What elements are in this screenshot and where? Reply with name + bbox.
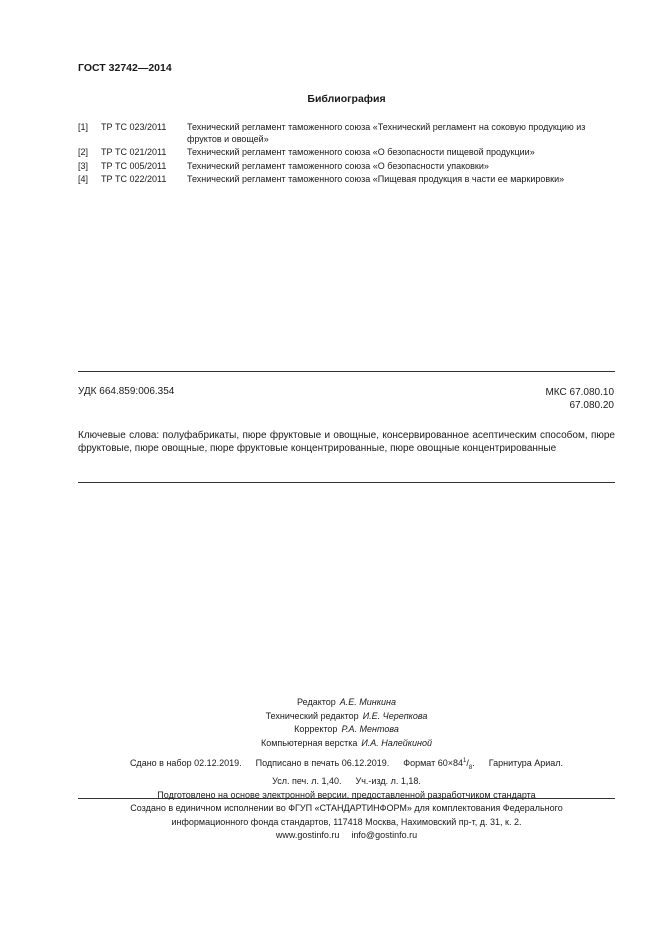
udc-code: УДК 664.859:006.354 [78, 386, 175, 397]
bibliography-title: Библиография [307, 93, 386, 105]
entry-text: Технический регламент таможенного союза «О безопасности пищевой продукции» [187, 147, 535, 157]
bibliography-list [78, 122, 618, 188]
email-link[interactable]: info@gostinfo.ru [351, 830, 418, 840]
credit-name: И.А. Налейкиной [361, 737, 433, 748]
entry-number: [2] [78, 147, 89, 157]
print-sheets: Усл. печ. л. 1,40. [272, 776, 342, 787]
footer [78, 802, 615, 843]
entry-text: Технический регламент таможенного союза «О безопасности упаковки» [187, 160, 489, 171]
credit-label: Компьютерная верстка [260, 737, 358, 748]
set-date: Сдано в набор 02.12.2019. [129, 758, 242, 768]
keywords: Ключевые слова: полуфабрикаты, пюре фруктовые и овощные, консервированное асептическим способом, пюре фруктовые, пюре овощные, пюре фруктовые концентрированные, пюре овощные концентрированные [78, 430, 615, 454]
entry-number: [3] [78, 160, 89, 171]
prepared-note: Подготовлено на основе электронной версии, предоставленной разработчиком стандарта [157, 789, 536, 800]
credit-tech-editor [78, 710, 615, 724]
divider-keywords [78, 482, 615, 483]
entry-code: ТР ТС 023/2011 [101, 122, 167, 132]
publishing-info [78, 755, 615, 802]
bibliography-entry [78, 174, 618, 186]
bibliography-entry [78, 161, 618, 173]
entry-number: [4] [78, 174, 89, 184]
credit-name: Р.А. Ментова [341, 724, 399, 734]
mks-codes [545, 386, 614, 412]
divider-top [78, 371, 615, 372]
publisher-sheets: Уч.-изд. л. 1,18. [355, 776, 421, 787]
entry-text: Технический регламент таможенного союза «Технический регламент на соковую продукцию из фруктов и овощей» [187, 122, 586, 144]
print-date: Подписано в печать 06.12.2019. [255, 758, 390, 768]
bibliography-entry [78, 147, 618, 159]
paper-format: Формат $60\times 84^1/_8$. [403, 758, 475, 771]
credit-layout [78, 737, 615, 751]
credit-editor [78, 696, 615, 710]
entry-text: Технический регламент таможенного союза «Пищевая продукция в части ее маркировки» [187, 174, 565, 184]
bibliography-entry [78, 122, 618, 145]
entry-code: ТР ТС 021/2011 [101, 147, 167, 157]
entry-code: ТР ТС 005/2011 [101, 160, 167, 171]
credit-label: Корректор [294, 724, 338, 734]
footer-contacts [78, 829, 615, 843]
credit-name: И.Е. Черепкова [362, 710, 428, 721]
footer-line-2: информационного фонда стандартов, 117418 Москва, Нахимовский пр-т, д. 31, к. 2. [171, 816, 522, 827]
entry-number: [1] [78, 122, 89, 132]
document-code: ГОСТ 32742—2014 [78, 62, 172, 74]
credit-proofreader [78, 723, 615, 737]
entry-code: ТР ТС 022/2011 [101, 174, 167, 184]
credit-name: А.Е. Минкина [339, 697, 396, 707]
publishing-line-2 [78, 775, 615, 789]
credit-label: Технический редактор [265, 710, 359, 721]
website-link[interactable]: www.gostinfo.ru [275, 830, 340, 840]
mks-line-1: МКС 67.080.10 [545, 387, 614, 398]
publishing-line-1 [78, 755, 615, 775]
divider-footer [78, 798, 615, 799]
mks-line-2: 67.080.20 [569, 400, 614, 411]
footer-line-1: Создано в единичном исполнении во ФГУП «СТАНДАРТИНФОРМ» для комплектования Федерального [130, 803, 563, 813]
credit-label: Редактор [297, 697, 336, 707]
credits-block [78, 696, 615, 750]
typeface: Гарнитура Ариал. [488, 758, 564, 768]
